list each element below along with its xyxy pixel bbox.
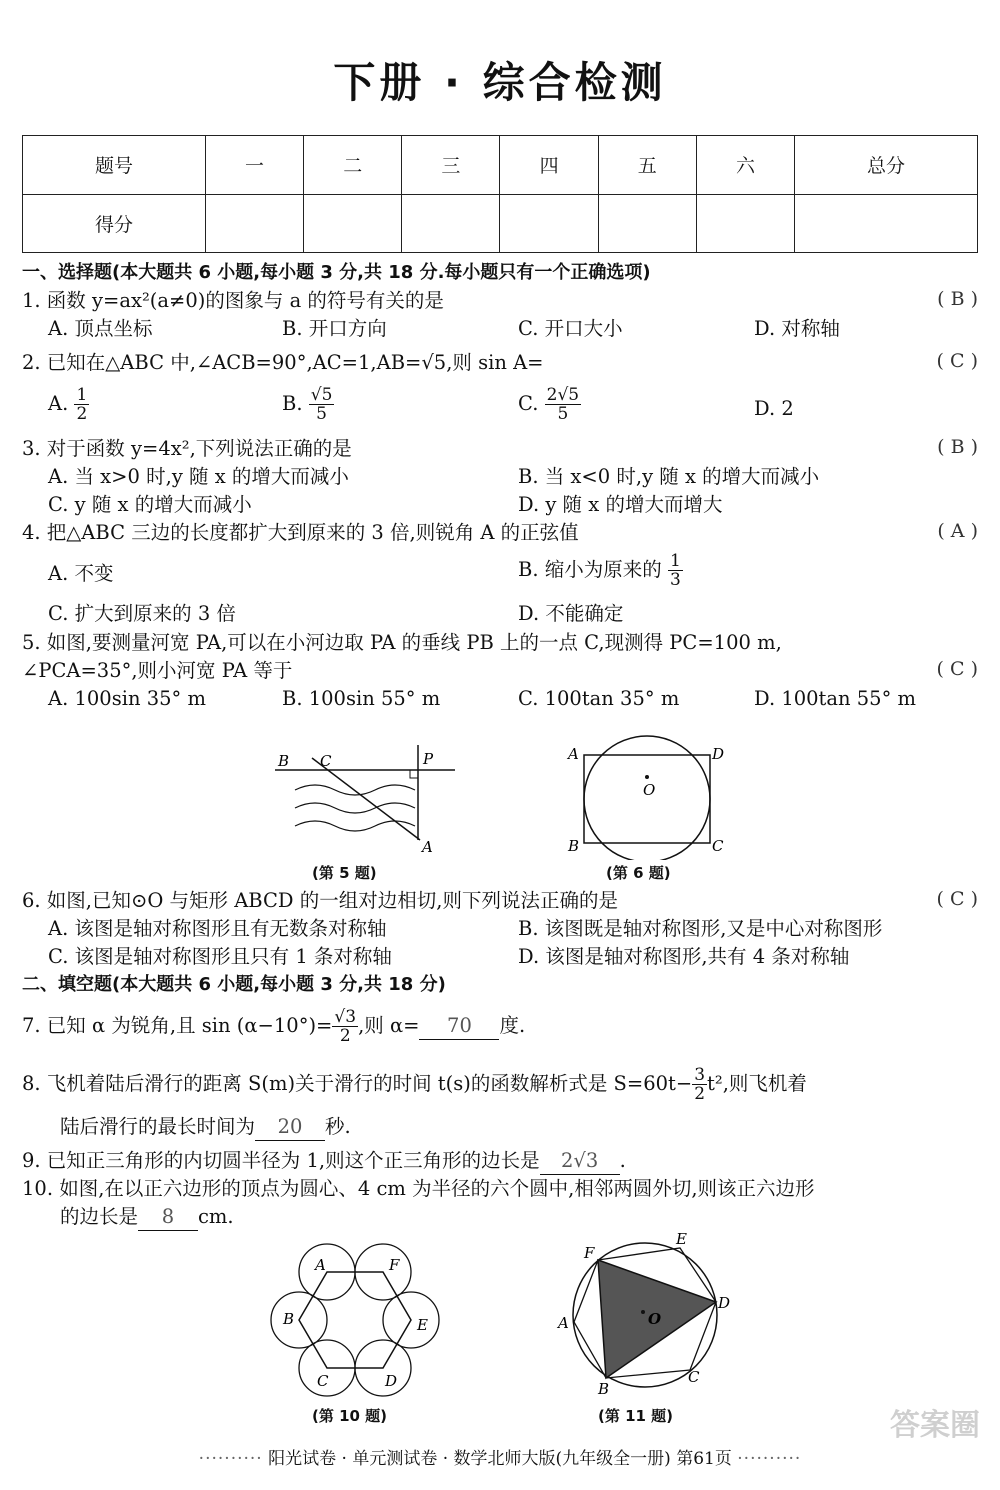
table-cell: 得分 xyxy=(23,194,206,253)
point-label: O xyxy=(643,781,656,799)
point-label: B xyxy=(278,752,290,770)
q8-text: t²,则飞机着 xyxy=(707,1072,807,1095)
score-cell xyxy=(304,194,402,253)
q10-text: 的边长是 xyxy=(60,1205,139,1228)
option-prefix: C. xyxy=(518,392,539,415)
q5-stem-line2: ∠PCA=35°,则小河宽 PA 等于 xyxy=(22,659,293,682)
right-angle-mark xyxy=(410,770,418,778)
score-cell xyxy=(795,194,978,253)
figure-5-caption: (第 5 题) xyxy=(312,864,377,882)
q2-option-a xyxy=(48,386,89,423)
q3-option-b: B. 当 x<0 时,y 随 x 的增大而减小 xyxy=(518,465,820,488)
q6-option-c: C. 该图是轴对称图形且只有 1 条对称轴 xyxy=(48,945,392,968)
q7-text: ,则 α= xyxy=(358,1014,420,1037)
q5-option-a: A. 100sin 35° m xyxy=(48,687,206,710)
q4-option-a: A. 不变 xyxy=(48,562,114,585)
q10-text: cm. xyxy=(198,1205,234,1228)
q9-answer-blank: 2√3 xyxy=(540,1148,620,1175)
denominator: 5 xyxy=(316,404,327,424)
point-label: D xyxy=(712,745,725,763)
circle-label: A xyxy=(315,1256,326,1274)
q9-text: . xyxy=(619,1149,626,1172)
point-label: B xyxy=(598,1380,610,1398)
q5-stem-line1: 5. 如图,要测量河宽 PA,可以在小河边取 PA 的垂线 PB 上的一点 C,现测得 PC=100 m, xyxy=(22,631,782,654)
q2-option-b xyxy=(282,386,334,423)
table-cell: 二 xyxy=(304,136,402,195)
numerator: 1 xyxy=(76,385,88,405)
figure-11-caption: (第 11 题) xyxy=(598,1407,674,1425)
q9-line xyxy=(22,1148,626,1175)
center-dot xyxy=(641,1310,645,1314)
q2-option-c xyxy=(518,386,581,423)
figure-10-caption: (第 10 题) xyxy=(312,1407,388,1425)
q2-answer: ( C ) xyxy=(936,350,978,372)
numerator: 3 xyxy=(694,1065,706,1085)
score-cell xyxy=(402,194,500,253)
q10-answer-blank: 8 xyxy=(138,1204,198,1231)
option-prefix: B. xyxy=(282,392,303,415)
q5-option-b: B. 100sin 55° m xyxy=(282,687,441,710)
option-prefix: A. xyxy=(48,392,69,415)
point-label: B xyxy=(568,837,580,855)
fraction xyxy=(332,1008,358,1045)
table-cell: 四 xyxy=(500,136,598,195)
table-cell: 五 xyxy=(598,136,696,195)
footer-rule-left: ·········· xyxy=(198,1449,263,1469)
q1-option-a: A. 顶点坐标 xyxy=(48,317,153,340)
q3-answer: ( B ) xyxy=(937,436,978,458)
score-table xyxy=(22,135,978,253)
q7-text: 度. xyxy=(499,1014,526,1037)
circle-label: C xyxy=(317,1372,329,1390)
numerator: √5 xyxy=(310,385,333,405)
q7-line xyxy=(22,1008,525,1045)
q5-answer: ( C ) xyxy=(936,658,978,680)
score-table-header-row xyxy=(23,136,978,195)
q3-option-d: D. y 随 x 的增大而增大 xyxy=(518,493,723,516)
watermark-logo: 答案圈 xyxy=(890,1408,980,1443)
numerator: √3 xyxy=(334,1007,357,1027)
figure-6-caption: (第 6 题) xyxy=(606,864,671,882)
denominator: 5 xyxy=(557,404,569,424)
q10-line2 xyxy=(60,1204,234,1231)
q3-option-c: C. y 随 x 的增大而减小 xyxy=(48,493,252,516)
q6-option-b: B. 该图既是轴对称图形,又是中心对称图形 xyxy=(518,917,883,940)
q2-stem: 2. 已知在△ABC 中,∠ACB=90°,AC=1,AB=√5,则 sin A= xyxy=(22,351,544,374)
table-cell: 六 xyxy=(696,136,794,195)
table-cell: 题号 xyxy=(23,136,206,195)
q1-answer: ( B ) xyxy=(937,288,978,310)
score-cell xyxy=(500,194,598,253)
point-label: A xyxy=(422,838,433,856)
rectangle-abcd xyxy=(584,755,710,843)
section-heading-choice: 一、选择题(本大题共 6 小题,每小题 3 分,共 18 分.每小题只有一个正确选项) xyxy=(22,262,651,283)
point-label: O xyxy=(648,1310,662,1328)
denominator: 2 xyxy=(339,1026,351,1046)
numerator: 2√5 xyxy=(546,385,580,405)
footer-rule-right: ·········· xyxy=(737,1449,802,1469)
fraction xyxy=(74,386,89,423)
q1-option-c: C. 开口大小 xyxy=(518,317,623,340)
q8-line2 xyxy=(60,1114,351,1141)
point-label: E xyxy=(676,1230,687,1248)
q10-line1: 10. 如图,在以正六边形的顶点为圆心、4 cm 为半径的六个圆中,相邻两圆外切,则该正六边形 xyxy=(22,1177,815,1200)
q9-text: 9. 已知正三角形的内切圆半径为 1,则这个正三角形的边长是 xyxy=(22,1149,540,1172)
q4-answer: ( A ) xyxy=(937,520,978,542)
circle-label: B xyxy=(283,1310,295,1328)
q8-text: 8. 飞机着陆后滑行的距离 S(m)关于滑行的时间 t(s)的函数解析式是 S=60t− xyxy=(22,1072,693,1095)
point-label: A xyxy=(568,745,579,763)
table-cell: 三 xyxy=(402,136,500,195)
numerator: 1 xyxy=(669,551,681,571)
q8-text: 陆后滑行的最长时间为 xyxy=(60,1115,256,1138)
q4-option-d: D. 不能确定 xyxy=(518,602,624,625)
q8-line1 xyxy=(22,1066,807,1103)
score-table-score-row xyxy=(23,194,978,253)
point-label: D xyxy=(718,1294,731,1312)
denominator: 3 xyxy=(669,570,681,590)
hexagon xyxy=(299,1272,411,1368)
figure-11-inscribed-triangle xyxy=(550,1230,740,1400)
fraction xyxy=(692,1066,707,1103)
circle-label: F xyxy=(389,1256,400,1274)
point-label: C xyxy=(688,1368,700,1386)
fraction xyxy=(668,552,683,589)
q4-stem: 4. 把△ABC 三边的长度都扩大到原来的 3 倍,则锐角 A 的正弦值 xyxy=(22,521,579,544)
table-cell: 一 xyxy=(205,136,303,195)
q6-option-d: D. 该图是轴对称图形,共有 4 条对称轴 xyxy=(518,945,850,968)
q1-option-d: D. 对称轴 xyxy=(754,317,840,340)
q6-stem: 6. 如图,已知⊙O 与矩形 ABCD 的一组对边相切,则下列说法正确的是 xyxy=(22,889,618,912)
center-dot xyxy=(645,775,649,779)
figure-6-circle-rectangle xyxy=(560,735,730,860)
q8-text: 秒. xyxy=(325,1115,351,1138)
section-heading-fill: 二、填空题(本大题共 6 小题,每小题 3 分,共 18 分) xyxy=(22,974,446,995)
wave-line xyxy=(295,803,415,813)
denominator: 2 xyxy=(76,404,88,424)
point-label: P xyxy=(423,750,434,768)
page-footer xyxy=(40,1444,960,1469)
figure-5-river-diagram xyxy=(270,740,470,860)
footer-text: 阳光试卷 · 单元测试卷 · 数学北师大版(九年级全一册) 第61页 xyxy=(268,1449,732,1469)
circle-label: D xyxy=(385,1372,398,1390)
q1-stem: 1. 函数 y=ax²(a≠0)的图象与 a 的符号有关的是 xyxy=(22,289,444,312)
q5-option-d: D. 100tan 55° m xyxy=(754,687,917,710)
q7-text: 7. 已知 α 为锐角,且 sin (α−10°)= xyxy=(22,1014,333,1037)
q6-answer: ( C ) xyxy=(936,888,978,910)
score-cell xyxy=(696,194,794,253)
q1-option-b: B. 开口方向 xyxy=(282,317,387,340)
fraction xyxy=(545,386,581,423)
point-label: C xyxy=(712,837,724,855)
denominator: 2 xyxy=(694,1084,706,1104)
point-label: A xyxy=(558,1314,569,1332)
score-cell xyxy=(598,194,696,253)
q6-option-a: A. 该图是轴对称图形且有无数条对称轴 xyxy=(48,917,387,940)
q2-option-d: D. 2 xyxy=(754,397,794,420)
option-prefix: B. 缩小为原来的 xyxy=(518,558,662,581)
q3-option-a: A. 当 x>0 时,y 随 x 的增大而减小 xyxy=(48,465,349,488)
q8-answer-blank: 20 xyxy=(255,1114,325,1141)
circle-label: E xyxy=(417,1316,428,1334)
q3-stem: 3. 对于函数 y=4x²,下列说法正确的是 xyxy=(22,437,352,460)
fraction xyxy=(309,386,335,423)
q4-option-c: C. 扩大到原来的 3 倍 xyxy=(48,602,236,625)
point-label: C xyxy=(320,752,332,770)
q5-option-c: C. 100tan 35° m xyxy=(518,687,680,710)
q4-option-b xyxy=(518,552,683,589)
table-cell: 总分 xyxy=(795,136,978,195)
q7-answer-blank: 70 xyxy=(419,1013,499,1040)
score-cell xyxy=(205,194,303,253)
figure-10-six-circles xyxy=(265,1240,445,1400)
point-label: F xyxy=(584,1244,595,1262)
page-title: 下册 · 综合检测 xyxy=(333,58,667,107)
